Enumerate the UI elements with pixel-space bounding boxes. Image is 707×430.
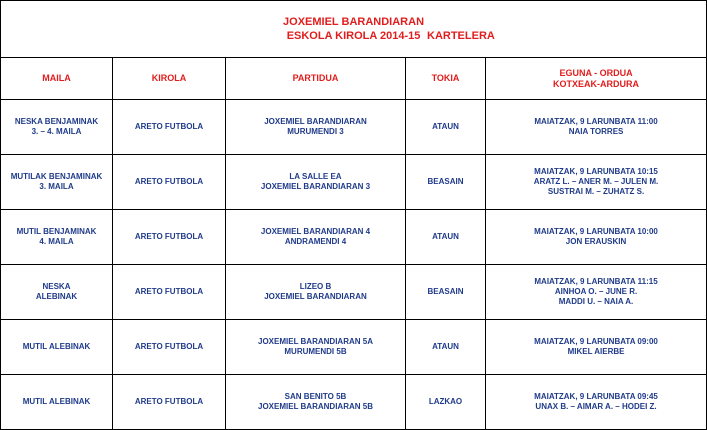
eguna-line: MAIATZAK, 9 LARUNBATA 09:00 [534,337,658,346]
maila-line: 4. MAILA [39,237,74,246]
cell-maila [1,265,113,320]
eguna-line: JON ERAUSKIN [565,237,627,246]
header-eguna-ordua: EGUNA - ORDUA [559,67,633,78]
cell-eguna [486,155,707,210]
cell-partidua [226,155,406,210]
cell-tokia: BEASAIN [406,155,486,210]
partidua-line: JOXEMIEL BARANDIARAN [264,292,367,301]
table-row [1,100,707,155]
table-row [1,155,707,210]
title-season: ESKOLA KIROLA 2014-15 [286,30,421,42]
cell-eguna [486,265,707,320]
partidua-line: LA SALLE EA [289,172,342,181]
maila-line: NESKA [42,282,71,291]
header-tokia: TOKIA [406,58,486,100]
title-row [1,1,707,58]
partidua-line: SAN BENITO 5B [284,392,347,401]
cell-eguna [486,210,707,265]
cell-kirola: ARETO FUTBOLA [113,265,226,320]
cell-maila [1,210,113,265]
partidua-line: JOXEMIEL BARANDIARAN 5B [258,402,373,411]
partidua-line: JOXEMIEL BARANDIARAN 3 [260,182,371,191]
title-school: JOXEMIEL BARANDIARAN [283,16,425,28]
header-kotxeak-ardura: KOTXEAK-ARDURA [553,78,640,89]
partidua-line: ANDRAMENDI 4 [284,237,347,246]
maila-line: 3. – 4. MAILA [31,127,82,136]
table-row [1,375,707,430]
maila-line: MUTIL ALEBINAK [22,397,91,406]
maila-line: MUTIL ALEBINAK [22,342,91,351]
cell-partidua [226,320,406,375]
cell-tokia: ATAUN [406,100,486,155]
header-eguna [486,58,707,100]
cell-eguna [486,320,707,375]
partidua-line: MURUMENDI 3 [287,127,344,136]
cell-maila [1,320,113,375]
cell-kirola: ARETO FUTBOLA [113,100,226,155]
partidua-line: MURUMENDI 5B [284,347,347,356]
cell-partidua [226,375,406,430]
maila-line: 3. MAILA [39,182,74,191]
cell-kirola: ARETO FUTBOLA [113,375,226,430]
eguna-line: MAIATZAK, 9 LARUNBATA 10:00 [534,227,658,236]
cell-eguna [486,375,707,430]
cell-kirola: ARETO FUTBOLA [113,210,226,265]
title-kartelera: KARTELERA [427,30,495,42]
eguna-line: MIKEL AIERBE [567,347,625,356]
cell-maila [1,375,113,430]
cell-maila [1,100,113,155]
cell-partidua [226,210,406,265]
title-subtitle [3,29,704,43]
cell-partidua [226,265,406,320]
eguna-line: MAIATZAK, 9 LARUNBATA 09:45 [534,392,658,401]
header-partidua: PARTIDUA [226,58,406,100]
header-row [1,58,707,100]
eguna-line: AINHOA O. – JUNE R. [554,287,638,296]
cell-tokia: BEASAIN [406,265,486,320]
eguna-line: MADDI U. – NAIA A. [558,297,634,306]
cell-maila [1,155,113,210]
header-kirola: KIROLA [113,58,226,100]
title-cell [1,1,707,58]
eguna-line: ARATZ L. – ANER M. – JULEN M. [533,177,659,186]
eguna-line: UNAX B. – AIMAR A. – HODEI Z. [535,402,657,411]
cell-tokia: ATAUN [406,210,486,265]
maila-line: ALEBINAK [35,292,78,301]
eguna-line: MAIATZAK, 9 LARUNBATA 10:15 [534,167,658,176]
partidua-line: JOXEMIEL BARANDIARAN 5A [258,337,373,346]
eguna-line: SUSTRAI M. – ZUHATZ S. [547,187,645,196]
cell-kirola: ARETO FUTBOLA [113,155,226,210]
cell-tokia: LAZKAO [406,375,486,430]
header-maila: MAILA [1,58,113,100]
eguna-line: NAIA TORRES [568,127,624,136]
maila-line: MUTILAK BENJAMINAK [10,172,103,181]
partidua-line: JOXEMIEL BARANDIARAN [264,117,367,126]
table-row [1,210,707,265]
eguna-line: MAIATZAK, 9 LARUNBATA 11:00 [534,117,658,126]
cell-partidua [226,100,406,155]
cell-kirola: ARETO FUTBOLA [113,320,226,375]
partidua-line: LIZEO B [299,282,332,291]
maila-line: NESKA BENJAMINAK [14,117,99,126]
table-row [1,320,707,375]
table-row [1,265,707,320]
cell-tokia: ATAUN [406,320,486,375]
cell-eguna [486,100,707,155]
eguna-line: MAIATZAK, 9 LARUNBATA 11:15 [534,277,658,286]
partidua-line: JOXEMIEL BARANDIARAN 4 [260,227,371,236]
maila-line: MUTIL BENJAMINAK [16,227,97,236]
